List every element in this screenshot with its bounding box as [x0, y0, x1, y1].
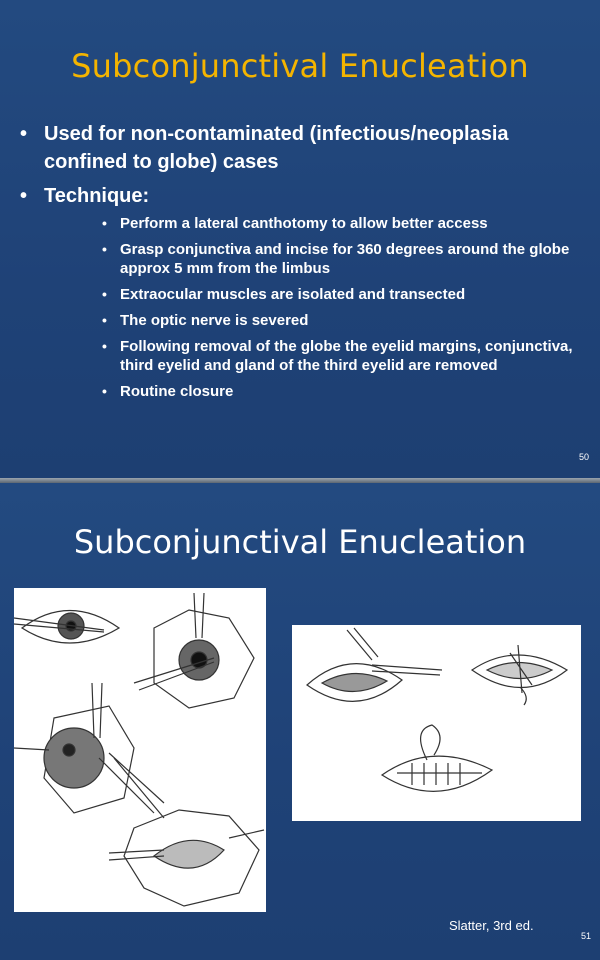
- image-credit: Slatter, 3rd ed.: [449, 918, 534, 933]
- bullet-list: [20, 120, 595, 408]
- sub-bullet-item: • Following removal of the globe the eyelid margins, conjunctiva, third eyelid and gland of the third eyelid are removed: [102, 337, 595, 375]
- sub-bullet-item: • The optic nerve is severed: [102, 311, 595, 330]
- bullet-item: [20, 182, 595, 401]
- slide-title: Subconjunctival Enucleation: [71, 47, 529, 85]
- page-number: 50: [579, 452, 590, 462]
- sub-bullet-item: • Extraocular muscles are isolated and transected: [102, 285, 595, 304]
- slide-title: Subconjunctival Enucleation: [73, 523, 527, 561]
- slide-50: [0, 0, 600, 478]
- illustration-drawing: [14, 588, 266, 912]
- sub-bullet-item: • Grasp conjunctiva and incise for 360 degrees around the globe approx 5 mm from the limbus: [102, 240, 595, 278]
- sub-bullet-item: • Perform a lateral canthotomy to allow better access: [102, 214, 595, 233]
- page-number: 51: [581, 931, 592, 941]
- sub-bullet-item: • Routine closure: [102, 382, 595, 401]
- illustration-drawing: [292, 625, 581, 821]
- surgical-illustration-left: [14, 588, 266, 912]
- surgical-illustration-right: [292, 625, 581, 821]
- sub-bullet-list: [44, 214, 595, 401]
- bullet-item: • Used for non-contaminated (infectious/neoplasia confined to globe) cases: [20, 120, 595, 176]
- bullet-text: Technique:: [44, 185, 150, 207]
